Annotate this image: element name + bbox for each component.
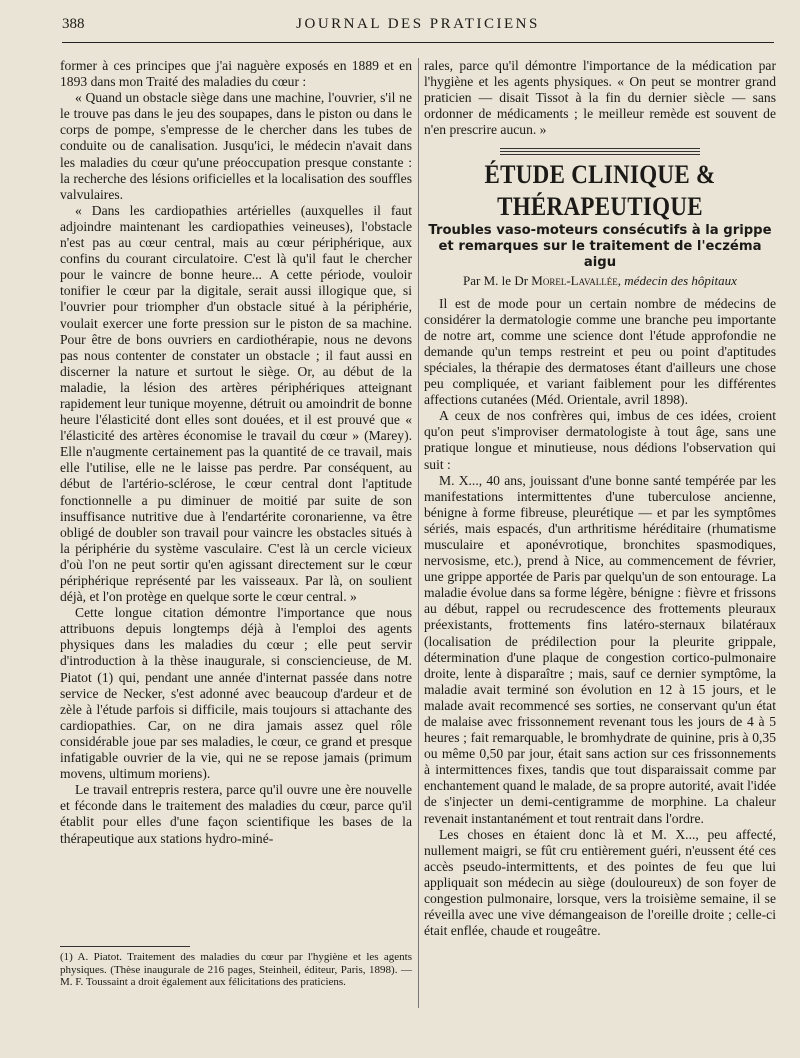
byline bbox=[424, 273, 776, 289]
section-title: ÉTUDE CLINIQUE & THÉRAPEUTIQUE bbox=[484, 160, 716, 222]
running-head bbox=[62, 16, 774, 46]
right-column bbox=[424, 58, 776, 939]
footnote: (1) A. Piatot. Traitement des maladies du cœur par l'hygiène et les agents physiques. (Thèse inaugurale de 216 pages, Steinheil, éditeur, Paris, 1898). — M. F. Toussaint a droit également aux félicitations des praticiens. bbox=[60, 951, 412, 989]
page-number: 388 bbox=[62, 16, 85, 32]
header-rule bbox=[62, 42, 774, 43]
paragraph: M. X..., 40 ans, jouissant d'une bonne santé tempérée par les manifestations intermittentes d'une tuberculose ancienne, bénigne à forme fibreuse, pleurétique — et par les symptômes sériés, mais espacés, d'un arthritisme héréditaire (rhumatisme musculaire et aponévrotique, bronchites spasmodiques, nervosisme, etc.), prend à Nice, au commencement de février, une grippe apportée de Paris par quelqu'un de son entourage. La maladie évolue dans sa forme légère, bénigne : fièvre et frissons au début, rappel ou recrudescence des frottements pleuraux préexistants, frottements fins latéro-sternaux bilatéraux (localisation de prédilection pour la pleurite grippale, détermination d'une plaque de congestion cortico-pulmonaire droite, lente à disparaître ; mais, sauf ce dernier symptôme, la maladie avait terminé son évolution en 12 à 15 jours, et le malade avait recommencé ses sorties, ne conservant qu'un état de malaise avec frissonnement revenant tous les jours de 4 à 5 heures ; fait remarquable, le bromhydrate de quinine, pris à 0,35 ou même 0,50 par jour, était sans action sur ces frissonnements à intermittences fixes, tandis que tout disparaissait comme par enchantement quand le malade, de sa propre autorité, avait l'idée de s'injecter un demi-centigramme de morphine. La chaleur revenait instantanément et tout rentrait dans l'ordre. bbox=[424, 472, 776, 826]
section-divider bbox=[500, 148, 700, 155]
running-title: JOURNAL DES PRATICIENS bbox=[296, 16, 540, 32]
paragraph: Les choses en étaient donc là et M. X..., peu affecté, nullement maigri, se fût cru entièrement guéri, n'eussent été ces accès pseudo-intermittents, et des pointes de feu que lui appliquait son médecin au siège (douloureux) de son foyer de congestion pulmonaire, lorsque, vers la troisième semaine, il se réveilla avec une vive démangeaison de l'oreille droite ; celle-ci était enflée, chaude et rougeâtre. bbox=[424, 826, 776, 939]
paragraph: rales, parce qu'il démontre l'importance de la médication par l'hygiène et les agents physiques. « On peut se montrer grand praticien — disait Tissot à la fin du dernier siècle — sans ordonner de médicaments ; le meilleur remède est souvent de n'en prescrire aucun. » bbox=[424, 58, 776, 138]
footnote-rule bbox=[60, 946, 190, 947]
byline-author: Morel-Lavallée, bbox=[531, 273, 622, 289]
byline-prefix: Par M. le Dr bbox=[463, 273, 532, 289]
paragraph: Il est de mode pour un certain nombre de médecins de considérer la dermatologie comme une branche peu importante de notre art, comme une science dont l'étude approfondie ne demande qu'un temps restreint et peu ou point d'aptitudes spéciales, la thérapie des dermatoses étant d'ailleurs une chose peu compliquée, et variant faiblement pour les différentes affections cutanées (Méd. Orientale, avril 1898). bbox=[424, 295, 776, 408]
paragraph: A ceux de nos confrères qui, imbus de ces idées, croient qu'on peut s'improviser dermatologiste à tout âge, sans une pratique longue et minutieuse, nous dédions l'observation qui suit : bbox=[424, 408, 776, 472]
paragraph: Cette longue citation démontre l'importance que nous attribuons depuis longtemps déjà à l'emploi des agents physiques dans les maladies du cœur ; elle peut servir d'introduction à la thèse inaugurale, si consciencieuse, de M. Piatot (1) qui, pendant une année d'internat passée dans notre service de Necker, s'est adonné avec beaucoup d'ardeur et de zèle à l'étude parfois si difficile, mais toujours si attachante des cardiopathies. Car, on ne dira jamais assez quel rôle considérable joue par ses maladies, le cœur, ce grand et presque infatigable ouvrier de la vie, qui ne se repose jamais (primum movens, ultimum moriens). bbox=[60, 605, 412, 782]
column-divider bbox=[418, 58, 419, 1008]
paragraph: former à ces principes que j'ai naguère exposés en 1889 et en 1893 dans mon Traité des maladies du cœur : bbox=[60, 58, 412, 90]
left-column bbox=[60, 58, 412, 847]
paragraph: « Dans les cardiopathies artérielles (auxquelles il faut adjoindre maintenant les cardiopathies veineuses), l'obstacle n'est pas au cœur central, mais au cœur périphérique, aux confins du courant circulatoire. C'est là qu'il faut le chercher pour le vaincre de bonne heure... A cette période, vouloir tonifier le cœur par la digitale, serait aussi illogique que, si l'ouvrier pour triompher d'un obstacle situé à la périphérie, voulait exercer une forte pression sur le piston de sa machine. Pour être de bons ouvriers en cardiothérapie, nous ne devons pas nous contenter de constater un obstacle ; il faut aussi en discerner la nature et surtout le siège. Or, au début de la maladie, la lésion des artères périphériques atteignant rapidement leur tunique moyenne, détruit ou amoindrit de bonne heure l'élasticité dont elles sont douées, et il est prouvé que « l'élasticité des artères économise le travail du cœur » (Marey). Elle n'augmente certainement pas la quantité de ce travail, mais elle l'utilise, elle ne le laisse pas perdre. Par conséquent, au début de l'artério-sclérose, le cœur central dont l'aptitude fonctionnelle a pu diminuer de moitié par suite de son insuffisance nutritive due à l'endartérite coronarienne, va être obligé de doubler son travail pour vaincre les obstacles situés à la périphérie du système vasculaire. C'est là un cercle vicieux d'où l'on ne peut sortir qu'en agissant directement sur le cœur périphérique représenté par les vaisseaux. Par là, on soulient déjà, et l'on protège en quelque sorte le cœur central. » bbox=[60, 202, 412, 605]
paragraph: « Quand un obstacle siège dans une machine, l'ouvrier, s'il ne le trouve pas dans le jeu des soupapes, dans le piston ou dans le corps de pompe, s'empresse de le chercher dans les tubes de conduite ou de canalisation. Jusqu'ici, le médecin n'avait dans les maladies du cœur qu'une préoccupation presque constante : la recherche des lésions orificielles et la localisation des souffles valvulaires. bbox=[60, 90, 412, 202]
paragraph: Le travail entrepris restera, parce qu'il ouvre une ère nouvelle et féconde dans le traitement des maladies du cœur, parce qu'il établit pour elles d'une façon scientifique les bases de la thérapeutique aux stations hydro-miné- bbox=[60, 782, 412, 846]
byline-role: médecin des hôpitaux bbox=[621, 273, 737, 289]
article-title: Troubles vaso-moteurs consécutifs à la grippe et remarques sur le traitement de l'eczéma aigu bbox=[428, 223, 772, 271]
